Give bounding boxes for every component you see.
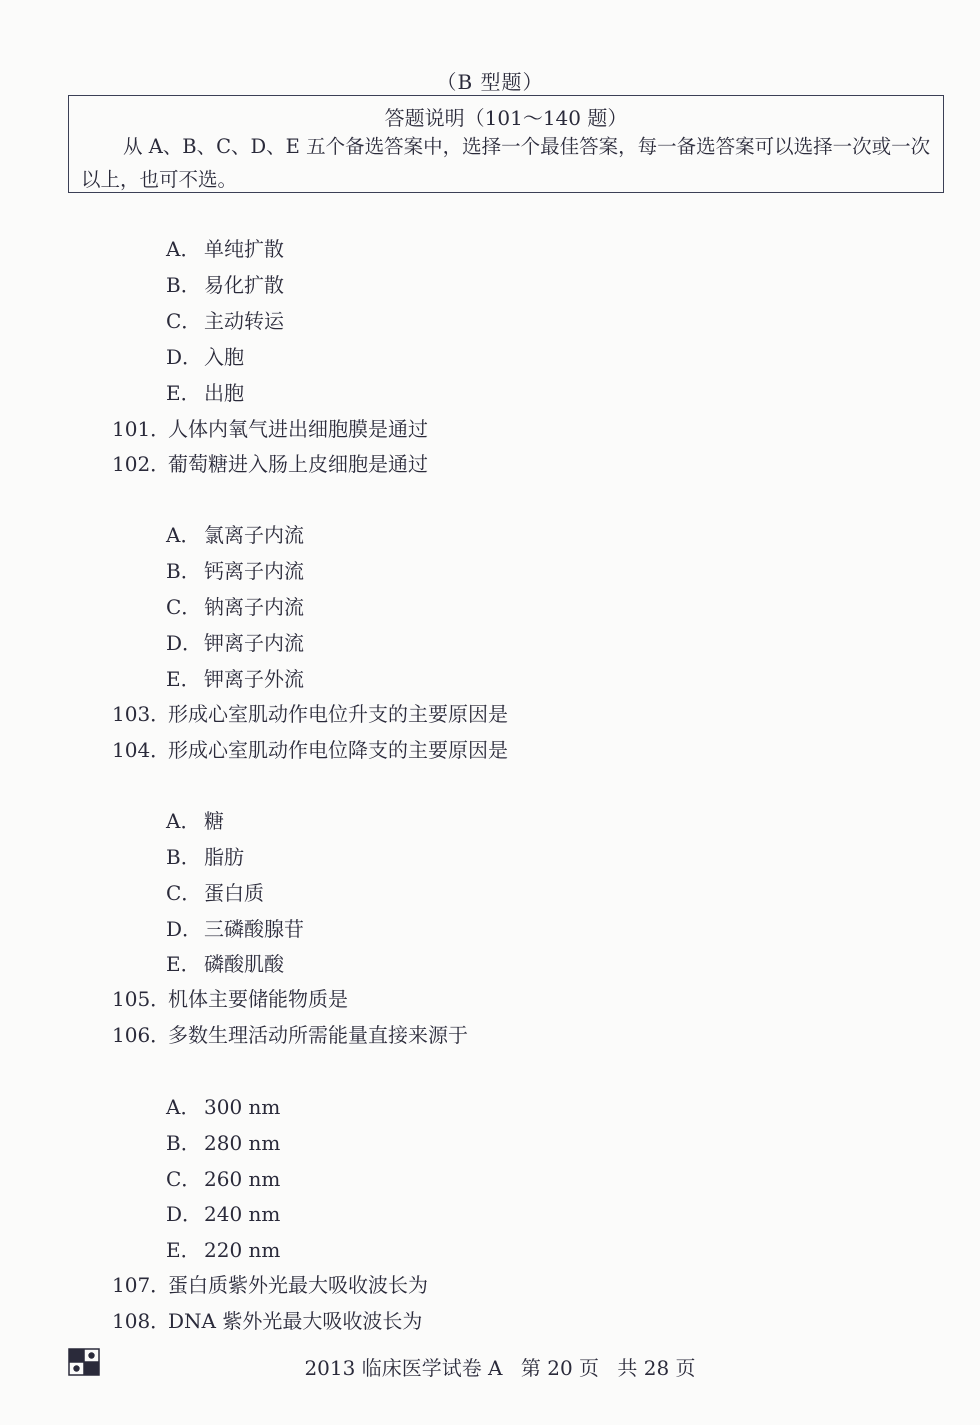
question-text: 葡萄糖进入肠上皮细胞是通过 — [168, 452, 428, 476]
question-item — [112, 416, 428, 442]
option-label: B． — [166, 845, 201, 869]
option-text: 三磷酸腺苷 — [204, 917, 304, 941]
option-label: C． — [166, 881, 202, 905]
option-item — [166, 951, 284, 977]
option-item — [166, 594, 304, 620]
question-text: 多数生理活动所需能量直接来源于 — [168, 1023, 468, 1047]
option-text: 钠离子内流 — [204, 595, 304, 619]
option-item — [166, 236, 284, 262]
question-text: 人体内氧气进出细胞膜是通过 — [168, 417, 428, 441]
option-text: 磷酸肌酸 — [204, 952, 284, 976]
option-label: E． — [166, 952, 201, 976]
option-label: A． — [166, 809, 201, 833]
option-item — [166, 808, 224, 834]
option-item — [166, 916, 304, 942]
question-item — [112, 986, 348, 1012]
option-label: E． — [166, 1238, 201, 1262]
option-text: 入胞 — [204, 345, 244, 369]
instructions-box — [68, 95, 944, 193]
option-label: D． — [166, 1202, 203, 1226]
option-text: 钙离子内流 — [204, 559, 304, 583]
question-text: 形成心室肌动作电位降支的主要原因是 — [168, 738, 508, 762]
option-item — [166, 630, 304, 656]
footer-total-pages: 共 28 页 — [617, 1356, 696, 1380]
option-text: 单纯扩散 — [204, 237, 284, 261]
option-label: B． — [166, 273, 201, 297]
option-item — [166, 1130, 280, 1156]
option-text: 钾离子内流 — [204, 631, 304, 655]
option-item — [166, 380, 244, 406]
option-item — [166, 558, 304, 584]
option-text: 260 nm — [204, 1167, 281, 1191]
option-item — [166, 344, 244, 370]
question-number: 106． — [112, 1023, 171, 1047]
option-label: D． — [166, 917, 203, 941]
option-text: 主动转运 — [204, 309, 284, 333]
question-item — [112, 737, 508, 763]
option-label: A． — [166, 523, 201, 547]
question-item — [112, 451, 428, 477]
option-item — [166, 522, 304, 548]
option-text: 280 nm — [204, 1131, 281, 1155]
question-number: 102． — [112, 452, 171, 476]
option-item — [166, 1094, 280, 1120]
option-item — [166, 1166, 280, 1192]
option-item — [166, 1201, 280, 1227]
option-item — [166, 880, 264, 906]
option-text: 氯离子内流 — [204, 523, 304, 547]
question-text: 形成心室肌动作电位升支的主要原因是 — [168, 702, 508, 726]
question-number: 103． — [112, 702, 171, 726]
question-number: 101． — [112, 417, 171, 441]
option-label: C． — [166, 595, 202, 619]
option-label: A． — [166, 237, 201, 261]
instructions-title: 答题说明（101～140 题） — [384, 106, 628, 130]
question-item — [112, 701, 508, 727]
option-text: 300 nm — [204, 1095, 281, 1119]
option-text: 240 nm — [204, 1202, 281, 1226]
question-text: 蛋白质紫外光最大吸收波长为 — [168, 1273, 428, 1297]
footer-exam-title: 2013 临床医学试卷 A — [304, 1356, 503, 1380]
question-item — [112, 1272, 428, 1298]
question-text: 机体主要储能物质是 — [168, 987, 348, 1011]
question-number: 105． — [112, 987, 171, 1011]
instructions-text: 从 A、B、C、D、E 五个备选答案中，选择一个最佳答案，每一备选答案可以选择一次或一次以上，也可不选。 — [81, 135, 931, 191]
section-type-heading: （B 型题） — [436, 70, 544, 94]
option-label: A． — [166, 1095, 201, 1119]
option-label: E． — [166, 381, 201, 405]
question-number: 104． — [112, 738, 171, 762]
question-number: 108． — [112, 1309, 171, 1333]
option-label: D． — [166, 631, 203, 655]
question-number: 107． — [112, 1273, 171, 1297]
page-footer — [0, 1352, 980, 1381]
option-item — [166, 666, 304, 692]
option-text: 出胞 — [204, 381, 244, 405]
option-label: B． — [166, 1131, 201, 1155]
option-item — [166, 844, 244, 870]
question-item — [112, 1308, 422, 1334]
option-item — [166, 1237, 280, 1263]
option-text: 220 nm — [204, 1238, 281, 1262]
option-label: D． — [166, 345, 203, 369]
option-label: B． — [166, 559, 201, 583]
option-label: E． — [166, 667, 201, 691]
option-label: C． — [166, 309, 202, 333]
question-item — [112, 1022, 468, 1048]
option-item — [166, 272, 284, 298]
option-label: C． — [166, 1167, 202, 1191]
option-text: 易化扩散 — [204, 273, 284, 297]
option-text: 脂肪 — [204, 845, 244, 869]
footer-page-number: 第 20 页 — [520, 1356, 600, 1380]
option-text: 蛋白质 — [204, 881, 264, 905]
option-text: 糖 — [204, 809, 224, 833]
question-text: DNA 紫外光最大吸收波长为 — [168, 1309, 423, 1333]
option-text: 钾离子外流 — [204, 667, 304, 691]
option-item — [166, 308, 284, 334]
